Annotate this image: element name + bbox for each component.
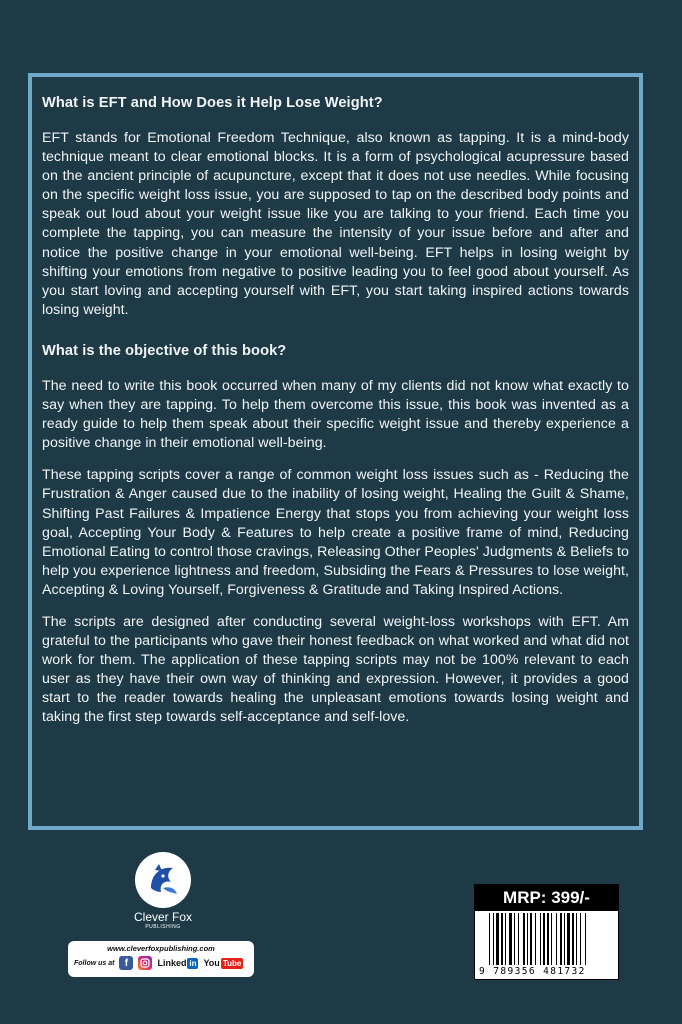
follow-label: Follow us at bbox=[74, 959, 115, 967]
facebook-icon[interactable]: f bbox=[119, 956, 133, 970]
publisher-sub: PUBLISHING bbox=[145, 924, 181, 930]
mrp-price: MRP: 399/- bbox=[475, 885, 618, 911]
linkedin-in-badge: in bbox=[189, 958, 197, 968]
youtube-you: You bbox=[203, 958, 220, 968]
linkedin-icon[interactable] bbox=[157, 958, 198, 969]
social-banner bbox=[68, 941, 254, 977]
social-links bbox=[74, 956, 248, 970]
fox-logo-icon bbox=[135, 852, 191, 908]
section-heading-eft: What is EFT and How Does it Help Lose Weight? bbox=[42, 95, 383, 111]
section-heading-objective: What is the objective of this book? bbox=[42, 342, 287, 359]
instagram-icon[interactable] bbox=[138, 956, 152, 970]
objective-paragraph-2: These tapping scripts cover a range of common weight loss issues such as - Reducing the Frustration & Anger caused due to the inability of losing weight, Healing the Guilt & Shame, Shifting Past Failures & Impatience Energy that stops you from achieving your weight loss goal, Accepting Your Body & Features to help create a positive frame of mind, Reducing Emotional Eating to control those cravings, Releasing Other Peoples' Judgments & Beliefs to help you experience lightness and freedom, Subsiding the Fears & Pressures to lose weight, Accepting & Loving Yourself, Forgiveness & Gratitude and Taking Inspired Actions. bbox=[42, 467, 629, 598]
barcode-box bbox=[474, 884, 619, 980]
objective-paragraph-3: The scripts are designed after conducting several weight-loss workshops with EFT. Am grateful to the participants who gave their honest feedback on what worked and what did not work for them. The application of these tapping scripts may not be 100% relevant to each user as they have their own way of thinking and expression. However, it provides a good start to the reader towards healing the unpleasant emotions towards losing weight and taking the first step towards self-acceptance and self-love. bbox=[42, 613, 629, 726]
publisher-logo bbox=[125, 852, 201, 930]
barcode-icon bbox=[475, 911, 618, 967]
eft-paragraph: EFT stands for Emotional Freedom Technique, also known as tapping. It is a mind-body technique meant to clear emotional blocks. It is a form of psychological acupressure based on the ancient principle of acupuncture, except that it does not use needles. While focusing on the specific weight loss issue, you are supposed to tap on the described body points and speak out loud about your weight issue like you are talking to your friend. Each time you complete the tapping, you can measure the intensity of your issue before and after and notice the positive change in your emotional well-being. EFT helps in losing weight by shifting your emotions from negative to positive leading you to feel good about yourself. As you start loving and accepting yourself with EFT, you start taking inspired actions towards losing weight. bbox=[42, 130, 629, 318]
youtube-icon[interactable] bbox=[203, 958, 243, 969]
objective-paragraph-1: The need to write this book occurred when many of my clients did not know what exactly to say when they are tapping. To help them overcome this issue, this book was invented as a ready guide to help them speak about their specific weight issue and thereby experience a positive change in their emotional well-being. bbox=[42, 377, 629, 452]
linkedin-label: Linked bbox=[157, 958, 187, 968]
description-panel bbox=[28, 73, 643, 830]
isbn-number: 9 789356 481732 bbox=[479, 966, 586, 977]
youtube-tube: Tube bbox=[222, 958, 242, 968]
website-url[interactable]: www.cleverfoxpublishing.com bbox=[107, 944, 215, 953]
publisher-name: Clever Fox bbox=[133, 910, 192, 924]
